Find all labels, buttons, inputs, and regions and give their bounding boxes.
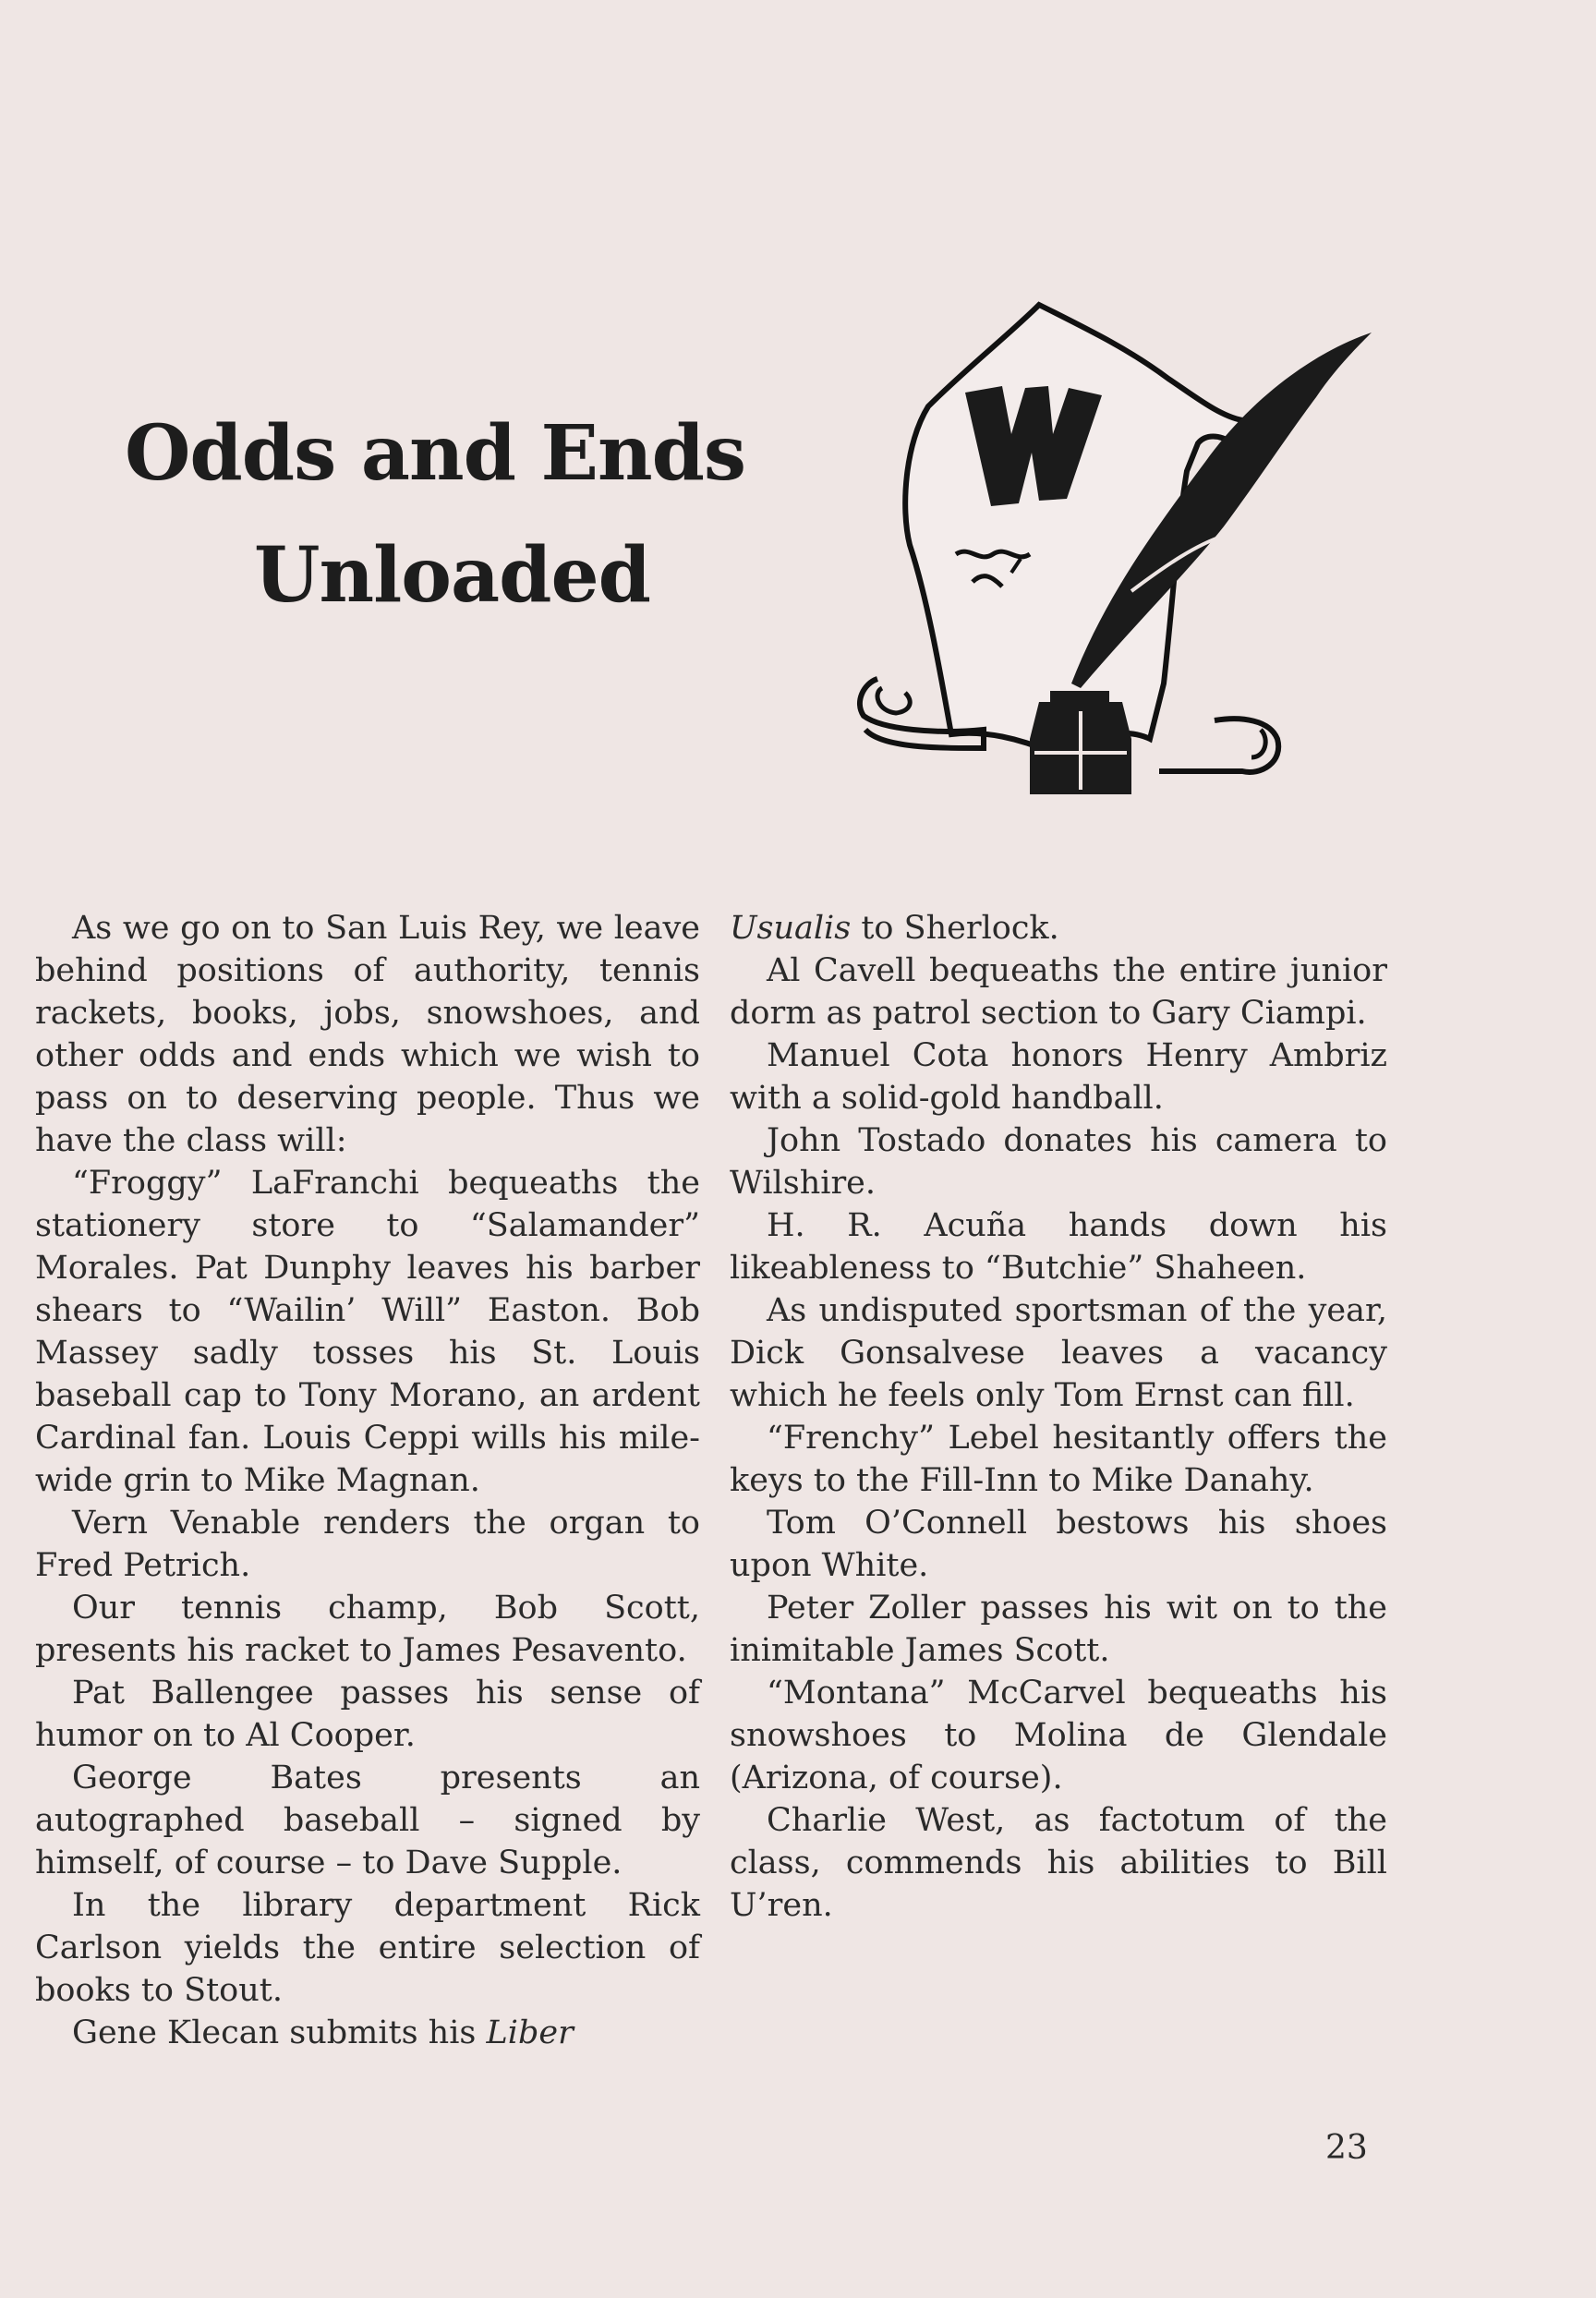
paragraph: Vern Venable renders the organ to Fred Petrich. <box>35 1505 700 1584</box>
left-column <box>35 907 700 2054</box>
paragraph: Usualis to Sherlock. <box>730 910 1059 947</box>
page-number: 23 <box>1325 2129 1368 2167</box>
paragraph: Tom O’Connell bestows his shoes upon White. <box>730 1505 1387 1584</box>
right-column <box>730 907 1387 1927</box>
paragraph: “Montana” McCarvel bequeaths his snowshoes to Molina de Glendale (Arizona, of course). <box>730 1675 1387 1796</box>
scroll-quill-inkwell-illustration <box>854 296 1381 831</box>
paragraph: John Tostado donates his camera to Wilshire. <box>730 1122 1387 1202</box>
title-line-1: Odds and Ends <box>125 408 746 498</box>
paragraph: H. R. Acuña hands down his likeableness to “Butchie” Shaheen. <box>730 1207 1387 1287</box>
paragraph: As we go on to San Luis Rey, we leave behind positions of authority, tennis rackets, books, jobs, snowshoes, and other odds and ends which we wish to pass on to deserving people. Thus we have the class will: <box>35 910 700 1159</box>
paragraph: George Bates presents an autographed baseball – signed by himself, of course – to Dave Supple. <box>35 1760 700 1881</box>
paragraph: In the library department Rick Carlson yields the entire selection of books to Stout. <box>35 1887 700 2009</box>
paragraph: Manuel Cota honors Henry Ambriz with a solid-gold handball. <box>730 1037 1387 1117</box>
paragraph: Gene Klecan submits his Liber <box>72 2014 574 2051</box>
paragraph: Al Cavell bequeaths the entire junior dorm as patrol section to Gary Ciampi. <box>730 952 1387 1032</box>
paragraph: “Froggy” LaFranchi bequeaths the stationery store to “Salamander” Morales. Pat Dunphy leaves his barber shears to “Wailin’ Will” Easton. Bob Massey sadly tosses his St. Louis baseball cap to Tony Morano, an ardent Cardinal fan. Louis Ceppi wills his mile-wide grin to Mike Magnan. <box>35 1165 700 1499</box>
paragraph: Our tennis champ, Bob Scott, presents his racket to James Pesavento. <box>35 1590 700 1669</box>
paragraph: Peter Zoller passes his wit on to the inimitable James Scott. <box>730 1590 1387 1669</box>
paragraph: Pat Ballengee passes his sense of humor on to Al Cooper. <box>35 1675 700 1754</box>
paragraph: “Frenchy” Lebel hesitantly offers the keys to the Fill-Inn to Mike Danahy. <box>730 1420 1387 1499</box>
title-line-2: Unloaded <box>254 530 650 620</box>
paragraph: Charlie West, as factotum of the class, commends his abilities to Bill U’ren. <box>730 1802 1387 1924</box>
page-title <box>125 393 827 636</box>
paragraph: As undisputed sportsman of the year, Dick Gonsalvese leaves a vacancy which he feels only Tom Ernst can fill. <box>730 1292 1387 1414</box>
